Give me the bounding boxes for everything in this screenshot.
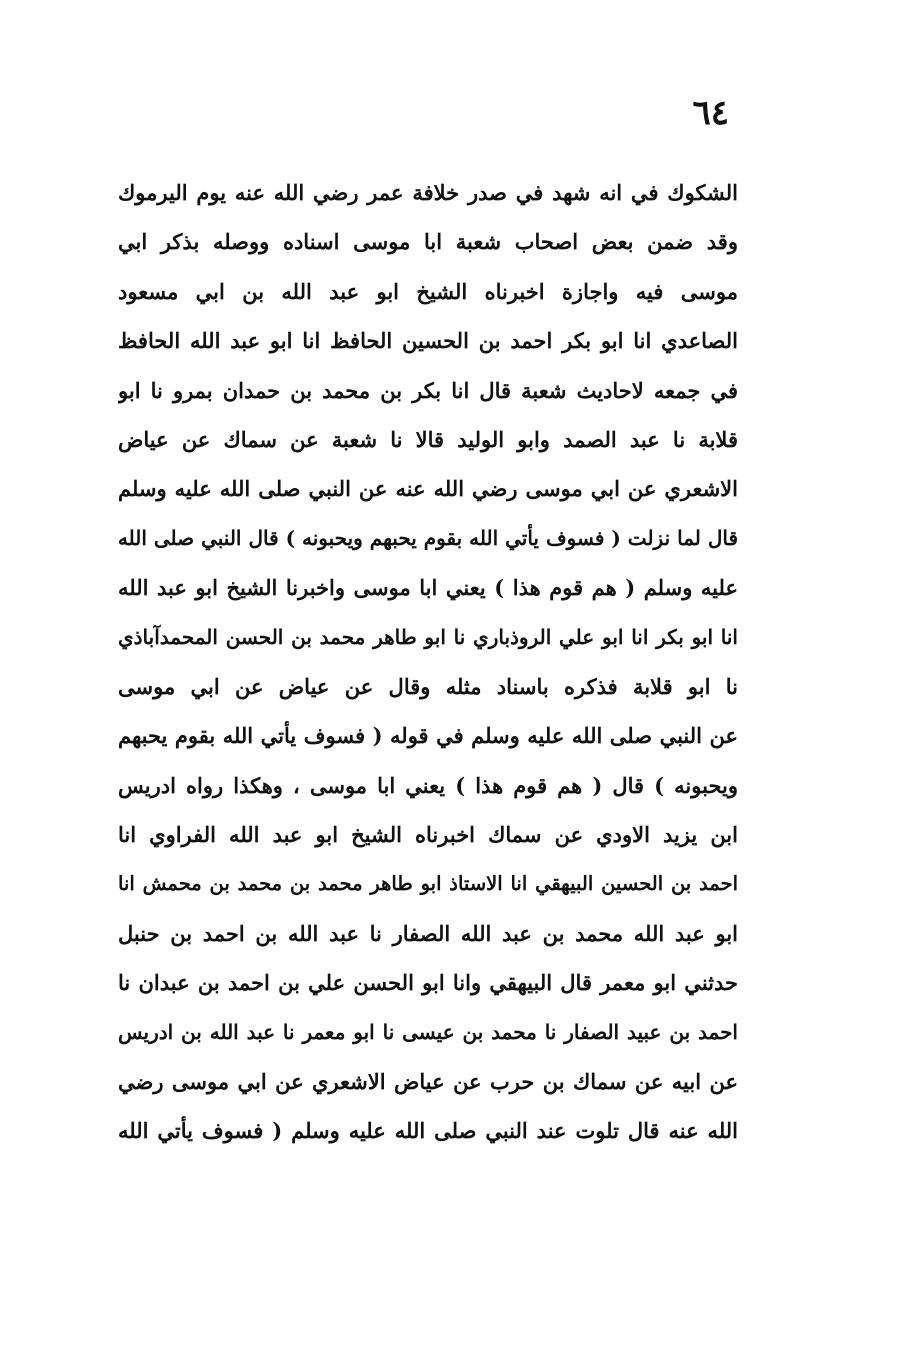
text-line: الصاعدي انا ابو بكر احمد بن الحسين الحافظ انا ابو عبد الله الحافظ — [118, 328, 738, 354]
text-line: الله عنه قال تلوت عند النبي صلى الله عليه وسلم ( فسوف يأتي الله — [118, 1118, 738, 1144]
text-line: قال لما نزلت ( فسوف يأتي الله بقوم يحبهم ويحبونه ) قال النبي صلى الله — [118, 525, 738, 550]
text-line: الاشعري عن ابي موسى رضي الله عنه عن النبي صلى الله عليه وسلم — [118, 476, 738, 502]
text-line: حدثني ابو معمر قال البيهقي وانا ابو الحسن علي بن احمد بن عبدان نا — [118, 970, 738, 996]
text-line: عن ابيه عن سماك بن حرب عن عياض الاشعري عن ابي موسى رضي — [118, 1069, 738, 1095]
text-line: الشكوك في انه شهد في صدر خلافة عمر رضي الله عنه يوم اليرموك — [118, 180, 738, 205]
text-line: ويحبونه ) قال ( هم قوم هذا ) يعني ابا موسى ، وهكذا رواه ادريس — [118, 772, 738, 798]
text-line: احمد بن الحسين البيهقي انا الاستاذ ابو طاهر محمد بن محمد بن محمش انا — [118, 872, 738, 896]
text-line: قلابة نا عبد الصمد وابو الوليد قالا نا شعبة عن سماك عن عياض — [118, 426, 738, 452]
body-text — [118, 168, 738, 1156]
text-line: وقد ضمن بعض اصحاب شعبة ابا موسى اسناده ووصله بذكر ابي — [118, 229, 738, 255]
text-line: احمد بن عبيد الصفار نا محمد بن عيسى نا ابو معمر نا عبد الله بن ادريس — [118, 1019, 738, 1044]
text-line: انا ابو بكر انا ابو علي الروذباري نا ابو طاهر محمد بن الحسن المحمدآباذي — [118, 624, 738, 649]
text-line: ابو عبد الله محمد بن عبد الله الصفار نا عبد الله بن احمد بن حنبل — [118, 920, 738, 946]
text-line: عن النبي صلى الله عليه وسلم في قوله ( فسوف يأتي الله بقوم يحبهم — [118, 723, 738, 749]
text-line: ابن يزيد الاودي عن سماك اخبرناه الشيخ ابو عبد الله الفراوي انا — [118, 822, 738, 848]
text-line: نا ابو قلابة فذكره باسناد مثله وقال عن عياض عن ابي موسى — [118, 673, 738, 699]
page-number: ٦٤ — [692, 93, 729, 133]
text-line: في جمعه لاحاديث شعبة قال انا بكر بن محمد بن حمدان بمرو نا ابو — [118, 377, 738, 403]
text-line: موسى فيه واجازة اخبرناه الشيخ ابو عبد الله بن ابي مسعود — [118, 278, 738, 304]
text-line: عليه وسلم ( هم قوم هذا ) يعني ابا موسى واخبرنا الشيخ ابو عبد الله — [118, 575, 738, 601]
